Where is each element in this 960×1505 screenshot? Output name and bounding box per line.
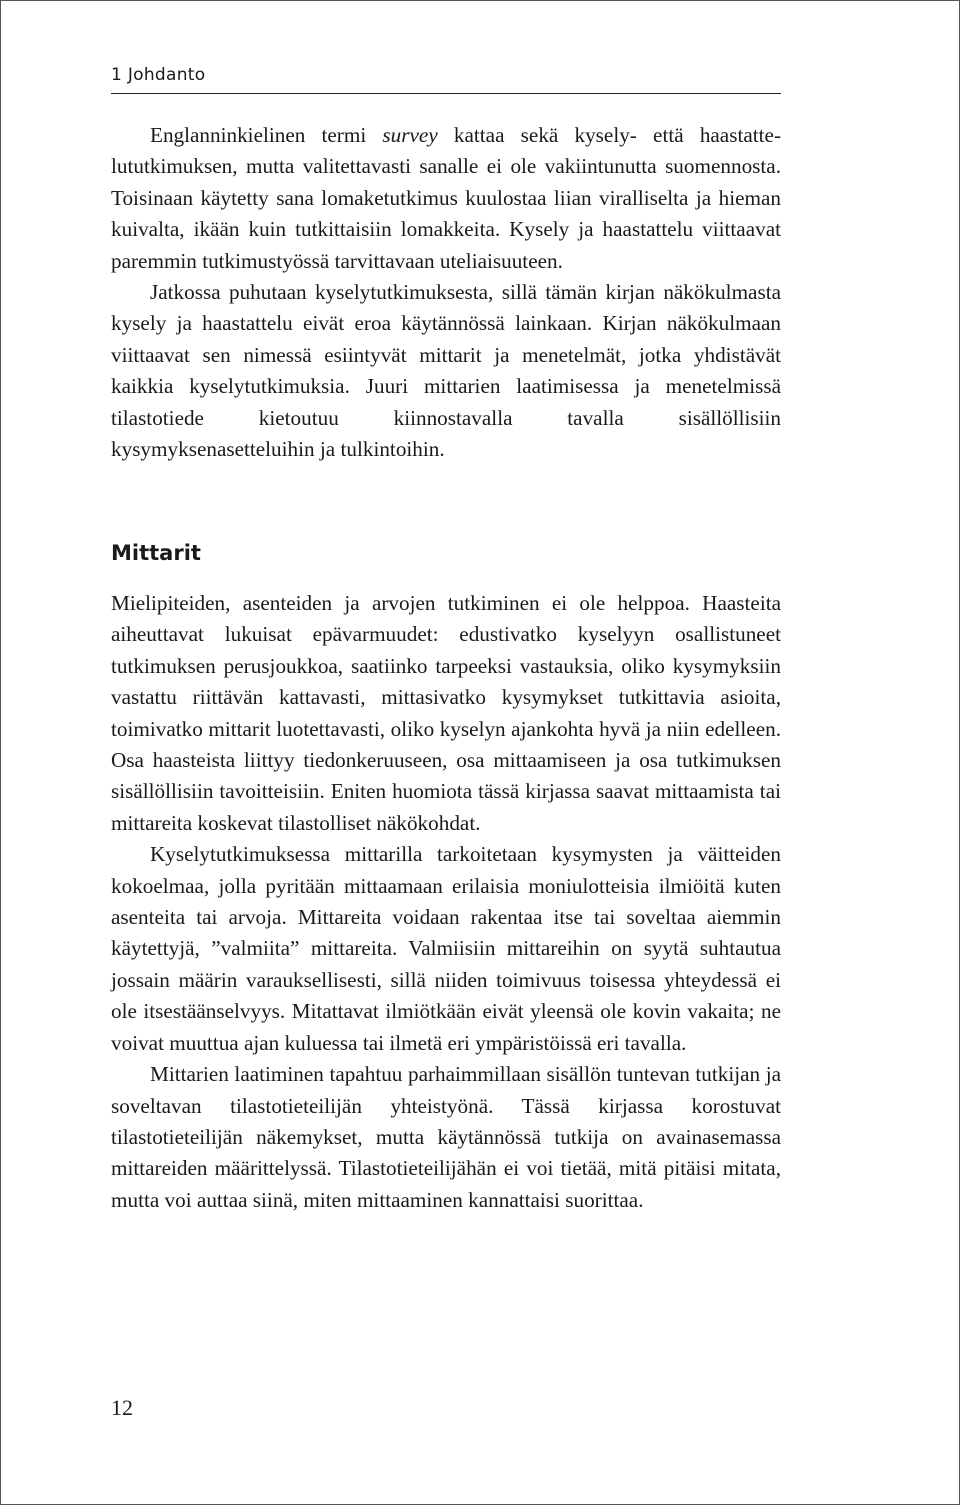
- intro-text: [111, 120, 781, 465]
- survey-term: survey: [382, 123, 438, 147]
- section-heading-mittarit: Mittarit: [111, 541, 201, 565]
- intro-p1-start: Englanninkielinen termi: [150, 123, 383, 147]
- section-paragraph-3: Mittarien laatiminen tapahtuu parhaimmillaan sisällön tuntevan tutkijan ja soveltavan tilastotieteilijän yhteistyönä. Tässä kirjassa korostuvat tilastotieteilijän näkemykset, mutta käytännössä tutkija on avainasemassa mittareiden määrittelyssä. Tilastotieteilijähän ei voi tietää, mitä pitäisi mitata, mutta voi auttaa siinä, miten mittaaminen kannattaisi suorittaa.: [111, 1062, 781, 1212]
- page-number: 12: [111, 1395, 133, 1420]
- section-paragraph-1: Mielipiteiden, asenteiden ja arvojen tutkiminen ei ole helppoa. Haasteita aiheuttavat lukuisat epävarmuudet: edustivatko kyselyyn osallistuneet tutkimuksen perusjoukkoa, saatiinko tarpeeksi vastauksia, oliko kysymyksiin vastattu riittävän kattavasti, mittasivatko kysymykset tutkittavia asioita, toimivatko mittarit luotettavasti, oliko kyselyn ajankohta hyvä ja niin edelleen. Osa haasteista liittyy tiedonkeruuseen, osa mittaamiseen ja osa tutkimuksen sisällöllisiin tavoitteisiin. Eniten huomiota tässä kirjassa saavat mittaamista tai mittareita koskevat tilastolliset näkökohdat.: [111, 591, 781, 835]
- intro-paragraph-2: Jatkossa puhutaan kyselytutkimuksesta, sillä tämän kirjan näkökulmasta kysely ja haastattelu eivät eroa käytännössä lainkaan. Kirjan näkökulmaan viittaavat sen nimessä esiintyvät mittarit ja menetelmät, jotka yhdistävät kaikkia kyselytutkimuksia. Juuri mittarien laatimisessa ja menetelmissä tilastotiede kietoutuu kiinnostavalla tavalla sisällöllisiin kysymyksenasetteluihin ja tulkintoihin.: [111, 280, 781, 462]
- intro-paragraph-1: [111, 120, 781, 277]
- section-paragraph-2: Kyselytutkimuksessa mittarilla tarkoitetaan kysymysten ja väitteiden kokoelmaa, jolla pyritään mittaamaan erilaisia moniulotteisia ilmiöitä kuten asenteita tai arvoja. Mittareita voidaan rakentaa itse tai soveltaa aiemmin käytettyjä, ”valmiita” mittareita. Valmiisiin mittareihin on syytä suhtautua jossain määrin varauksellisesti, sillä niiden toimivuus toisessa yhteydessä ei ole itsestäänselvyys. Mitattavat ilmiötkään eivät yleensä ole kovin vakaita; ne voivat muuttua ajan kuluessa tai ilmetä eri ympäristöissä eri tavalla.: [111, 842, 781, 1055]
- header-rule: [111, 93, 781, 94]
- running-head: 1 Johdanto: [111, 65, 206, 85]
- section-text: [111, 588, 781, 1216]
- intro-p1-rest: kattaa sekä kysely- että haastattelututkimuksen, mutta valitettavasti sanalle ei ole vakiintunutta suomennosta. Toisinaan käytetty sana lomaketutkimus kuulostaa liian viralliselta ja hieman kuivalta, ikään kuin tutkittaisiin lomakkeita. Kysely ja haastattelu viittaavat paremmin tutkimustyössä tarvittavaan uteliaisuuteen.: [111, 123, 781, 273]
